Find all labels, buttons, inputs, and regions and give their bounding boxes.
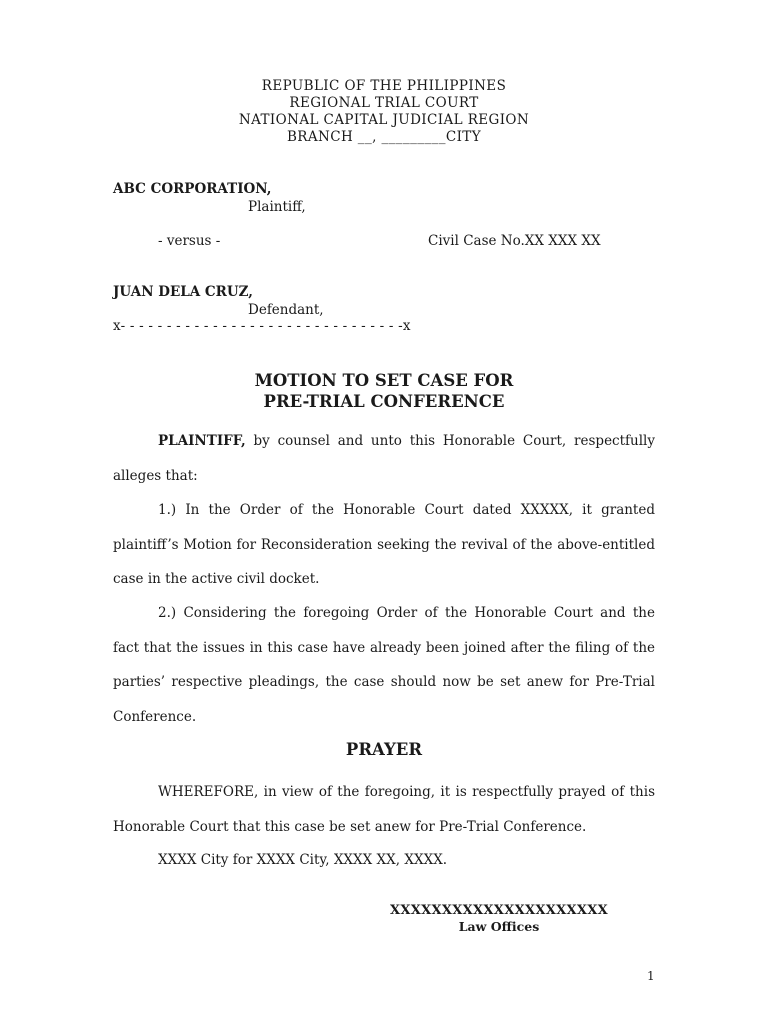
paragraph-1: 1.) In the Order of the Honorable Court dated XXXXX, it granted plaintiff’s Motion for Reconsideration seeking the revival of the above-entitled case in the active civil docket. — [113, 502, 655, 587]
header-region: NATIONAL CAPITAL JUDICIAL REGION — [238, 112, 530, 128]
court-header — [0, 78, 768, 146]
versus-label: - versus - — [158, 233, 221, 249]
motion-title — [0, 370, 768, 412]
defendant-name: JUAN DELA CRUZ, — [113, 284, 253, 300]
plaintiff-role: Plaintiff, — [248, 199, 306, 215]
civil-case-number: Civil Case No.XX XXX XX — [428, 233, 601, 249]
intro-text: by counsel and unto this Honorable Court, respectfully alleges that: — [113, 433, 655, 484]
caption-separator: x- - - - - - - - - - - - - - - - - - - - - - - - - - - - - - -x — [113, 318, 411, 334]
motion-title-line2: PRE-TRIAL CONFERENCE — [263, 392, 505, 411]
place-date-line: XXXX City for XXXX City, XXXX XX, XXXX. — [158, 852, 448, 868]
header-court: REGIONAL TRIAL COURT — [289, 95, 479, 111]
paragraph-2: 2.) Considering the foregoing Order of the Honorable Court and the fact that the issues in this case have already been joined after the filing of the parties’ respective pleadings, the case should now be set anew for Pre-Trial Conference. — [113, 605, 655, 725]
defendant-role: Defendant, — [248, 302, 324, 318]
signatory-name: XXXXXXXXXXXXXXXXXXXXX — [389, 903, 609, 918]
motion-title-line1: MOTION TO SET CASE FOR — [254, 371, 514, 390]
header-republic: REPUBLIC OF THE PHILIPPINES — [261, 78, 507, 94]
header-branch: BRANCH __, _________CITY — [286, 129, 482, 145]
plaintiff-name: ABC CORPORATION, — [113, 181, 272, 197]
page-number: 1 — [647, 969, 655, 983]
prayer-paragraph: WHEREFORE, in view of the foregoing, it is respectfully prayed of this Honorable Court that this case be set anew for Pre-Trial Conference. — [113, 784, 655, 835]
law-offices-label: Law Offices — [458, 919, 540, 934]
intro-paragraph — [113, 424, 655, 493]
intro-plaintiff-bold: PLAINTIFF, — [158, 433, 246, 449]
prayer-heading: PRAYER — [345, 740, 423, 759]
